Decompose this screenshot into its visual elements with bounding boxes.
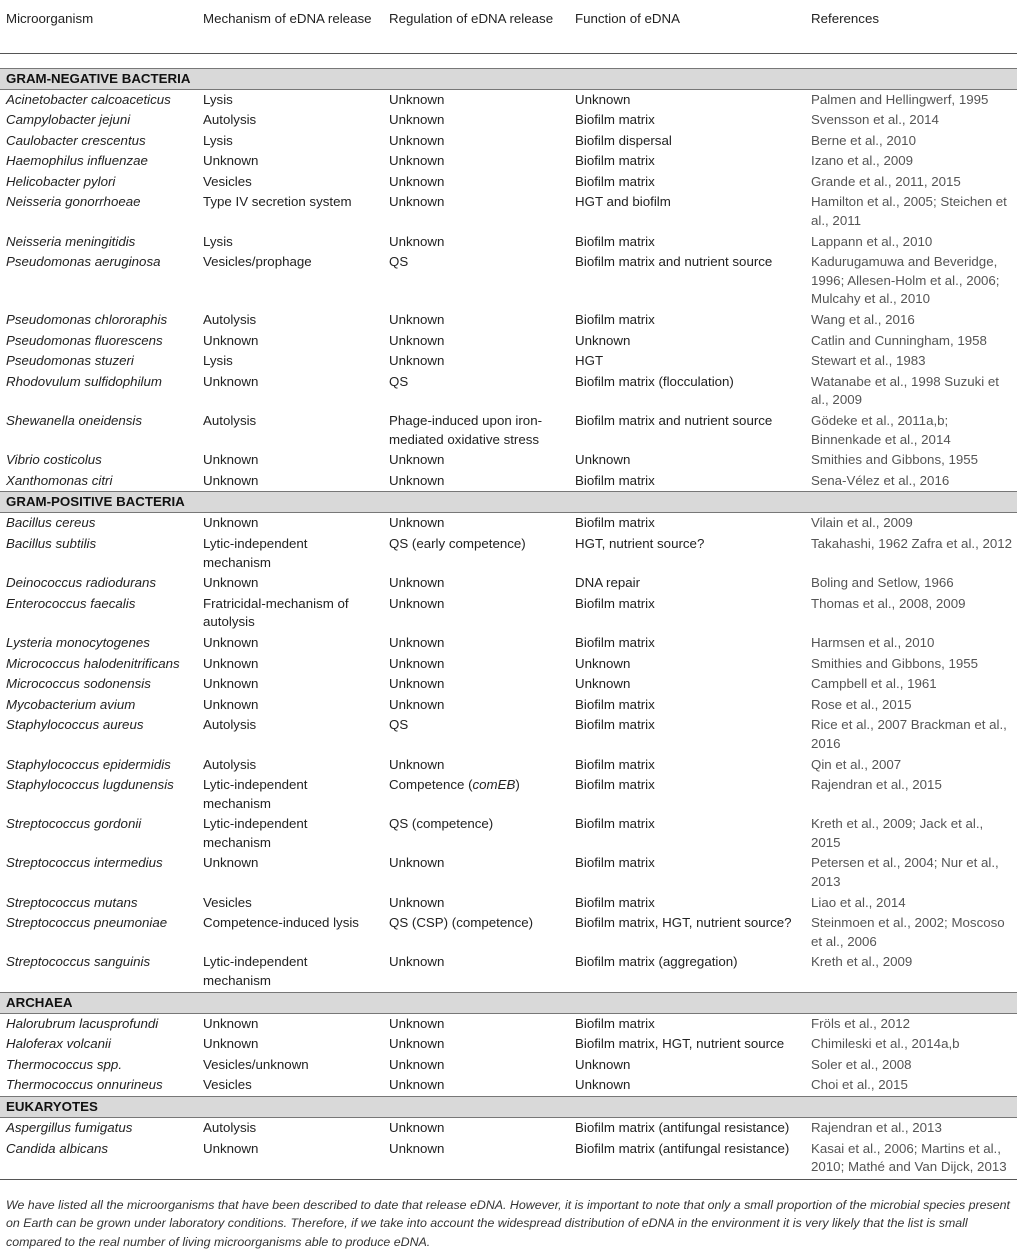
cell-mechanism: Unknown — [203, 332, 259, 348]
cell-microorganism: Pseudomonas fluorescens — [6, 332, 163, 348]
cell-function: Biofilm matrix and nutrient source — [575, 254, 773, 270]
cell-reference: Takahashi, 1962 Zafra et al., 2012 — [811, 535, 1013, 551]
cell-mechanism: Vesicles — [203, 1077, 252, 1093]
cell-mechanism: Autolysis — [203, 413, 257, 428]
table-row — [0, 913, 1017, 952]
cell-reference: Thomas et al., 2008, 2009 — [811, 595, 966, 611]
cell-reference: Catlin and Cunningham, 1958 — [811, 332, 987, 348]
cell-microorganism: Neisseria meningitidis — [6, 233, 136, 249]
cell-function: Biofilm dispersal — [575, 132, 672, 148]
header-references: References — [805, 0, 1017, 53]
cell-microorganism: Staphylococcus aureus — [6, 717, 144, 733]
cell-mechanism: Vesicles — [203, 894, 252, 910]
section-title: ARCHAEA — [0, 992, 1017, 1013]
cell-function: Biofilm matrix — [575, 634, 655, 650]
cell-function: Biofilm matrix — [575, 515, 655, 531]
cell-mechanism: Unknown — [203, 452, 259, 468]
cell-microorganism: Vibrio costicolus — [6, 452, 102, 468]
cell-microorganism: Pseudomonas aeruginosa — [6, 254, 161, 270]
cell-mechanism: Unknown — [203, 855, 259, 871]
cell-mechanism: Lysis — [203, 132, 233, 148]
cell-mechanism: Lytic-independent mechanism — [203, 816, 308, 850]
cell-reference: Watanabe et al., 1998 Suzuki et al., 2009 — [811, 373, 1000, 408]
cell-mechanism: Lytic-independent mechanism — [203, 535, 308, 570]
cell-function: Unknown — [575, 332, 631, 348]
cell-function: Biofilm matrix — [575, 312, 655, 328]
section-title: GRAM-POSITIVE BACTERIA — [0, 492, 1017, 513]
cell-microorganism: Streptococcus sanguinis — [6, 954, 151, 970]
cell-reference: Rice et al., 2007 Brackman et al., 2016 — [811, 717, 1007, 751]
cell-regulation: Unknown — [389, 595, 445, 611]
cell-regulation: Unknown — [389, 91, 445, 107]
cell-microorganism: Bacillus subtilis — [6, 535, 97, 551]
cell-function: Biofilm matrix — [575, 855, 655, 871]
cell-mechanism: Unknown — [203, 373, 259, 389]
cell-regulation: Unknown — [389, 452, 445, 468]
table-row — [0, 674, 1017, 695]
cell-reference: Kadurugamuwa and Beveridge, 1996; Allesen-Holm et al., 2006; Mulcahy et al., 2010 — [811, 254, 1000, 307]
cell-microorganism: Bacillus cereus — [6, 515, 96, 531]
cell-regulation: Unknown — [389, 173, 445, 189]
table-row — [0, 755, 1017, 776]
cell-microorganism: Halorubrum lacusprofundi — [6, 1015, 159, 1031]
table-row — [0, 471, 1017, 492]
header-function: Function of eDNA — [569, 0, 805, 53]
cell-reference: Boling and Setlow, 1966 — [811, 575, 954, 591]
table-row — [0, 695, 1017, 716]
cell-regulation: Unknown — [389, 233, 445, 249]
cell-mechanism: Unknown — [203, 1015, 259, 1031]
cell-microorganism: Haloferax volcanii — [6, 1036, 111, 1052]
cell-microorganism: Streptococcus intermedius — [6, 855, 163, 871]
cell-regulation: QS (early competence) — [389, 535, 526, 551]
table-row — [0, 1055, 1017, 1076]
table-row — [0, 513, 1017, 534]
table-row — [0, 252, 1017, 310]
cell-microorganism: Helicobacter pylori — [6, 173, 116, 189]
cell-mechanism: Autolysis — [203, 312, 257, 328]
cell-regulation: Unknown — [389, 112, 445, 128]
table-row — [0, 372, 1017, 411]
cell-reference: Liao et al., 2014 — [811, 894, 906, 910]
cell-microorganism: Pseudomonas stuzeri — [6, 353, 134, 369]
table-row — [0, 853, 1017, 892]
cell-reference: Petersen et al., 2004; Nur et al., 2013 — [811, 855, 999, 890]
cell-mechanism: Vesicles — [203, 173, 252, 189]
cell-reference: Choi et al., 2015 — [811, 1077, 908, 1093]
cell-function: Biofilm matrix — [575, 153, 655, 169]
cell-regulation: Unknown — [389, 132, 445, 148]
table-row — [0, 633, 1017, 654]
table-row — [0, 534, 1017, 573]
table-row — [0, 411, 1017, 450]
cell-mechanism: Lytic-independent mechanism — [203, 777, 308, 811]
cell-regulation: QS — [389, 717, 409, 733]
cell-reference: Svensson et al., 2014 — [811, 112, 939, 128]
cell-function: Unknown — [575, 1077, 631, 1093]
cell-regulation: Unknown — [389, 353, 445, 369]
table-row — [0, 1013, 1017, 1034]
cell-function: DNA repair — [575, 575, 641, 591]
cell-microorganism: Pseudomonas chlororaphis — [6, 312, 168, 328]
cell-reference: Chimileski et al., 2014a,b — [811, 1036, 960, 1052]
cell-microorganism: Candida albicans — [0, 1139, 197, 1180]
table-row — [0, 893, 1017, 914]
cell-mechanism: Lysis — [203, 353, 233, 369]
cell-microorganism: Micrococcus halodenitrificans — [6, 655, 180, 671]
cell-function: Unknown — [575, 452, 631, 468]
cell-reference: Soler et al., 2008 — [811, 1056, 912, 1072]
table-row — [0, 952, 1017, 992]
cell-reference: Harmsen et al., 2010 — [811, 634, 935, 650]
cell-reference: Lappann et al., 2010 — [811, 233, 933, 249]
table-row — [0, 172, 1017, 193]
cell-microorganism: Xanthomonas citri — [6, 472, 113, 488]
cell-regulation: QS — [389, 254, 409, 270]
cell-microorganism: Micrococcus sodonensis — [6, 676, 151, 692]
cell-mechanism: Lytic-independent mechanism — [203, 954, 308, 989]
cell-function: Unknown — [575, 655, 631, 671]
cell-reference: Gödeke et al., 2011a,b; Binnenkade et al., 2014 — [811, 413, 951, 447]
cell-mechanism: Unknown — [203, 472, 259, 488]
cell-mechanism: Type IV secretion system — [203, 194, 352, 210]
cell-mechanism: Unknown — [203, 515, 259, 531]
cell-reference: Rajendran et al., 2015 — [811, 777, 942, 793]
cell-regulation: QS (competence) — [389, 816, 494, 832]
cell-mechanism: Unknown — [203, 153, 259, 169]
cell-function: Biofilm matrix — [575, 233, 655, 249]
cell-mechanism: Unknown — [203, 634, 259, 650]
table-row — [0, 192, 1017, 231]
cell-microorganism: Caulobacter crescentus — [6, 132, 146, 148]
cell-microorganism: Streptococcus mutans — [6, 894, 138, 910]
cell-reference: Izano et al., 2009 — [811, 153, 914, 169]
header-regulation: Regulation of eDNA release — [383, 0, 569, 53]
table-row — [0, 1139, 1017, 1180]
cell-function: HGT and biofilm — [575, 194, 671, 210]
cell-function: HGT — [575, 353, 604, 369]
cell-regulation: Unknown — [389, 332, 445, 348]
cell-function: Biofilm matrix, HGT, nutrient source? — [575, 915, 792, 931]
table-row — [0, 654, 1017, 675]
cell-mechanism: Competence-induced lysis — [203, 915, 359, 931]
cell-reference: Kasai et al., 2006; Martins et al., 2010; Mathé and Van Dijck, 2013 — [805, 1139, 1017, 1180]
cell-microorganism: Staphylococcus epidermidis — [6, 756, 171, 772]
cell-mechanism: Unknown — [197, 1139, 383, 1180]
cell-microorganism: Enterococcus faecalis — [6, 595, 136, 611]
cell-regulation: Unknown — [389, 1077, 445, 1093]
cell-function: Biofilm matrix (aggregation) — [575, 954, 738, 970]
section-header-row — [0, 492, 1017, 513]
cell-regulation: Unknown — [389, 756, 445, 772]
cell-regulation: Competence (comEB) — [389, 777, 520, 793]
cell-regulation: Unknown — [389, 194, 445, 210]
table-header — [0, 0, 1017, 68]
cell-microorganism: Thermococcus onnurineus — [6, 1077, 163, 1093]
cell-regulation: Unknown — [389, 696, 445, 712]
cell-regulation: Unknown — [389, 1015, 445, 1031]
section-title: GRAM-NEGATIVE BACTERIA — [0, 68, 1017, 89]
table-row — [0, 450, 1017, 471]
cell-regulation: Unknown — [383, 1139, 569, 1180]
cell-microorganism: Thermococcus spp. — [6, 1056, 123, 1072]
cell-function: Unknown — [575, 91, 631, 107]
cell-function: Biofilm matrix and nutrient source — [575, 413, 773, 428]
cell-mechanism: Autolysis — [203, 112, 257, 128]
cell-regulation: Unknown — [389, 472, 445, 488]
cell-regulation: Unknown — [389, 655, 445, 671]
cell-microorganism: Haemophilus influenzae — [6, 153, 148, 169]
table-row — [0, 331, 1017, 352]
cell-function: Biofilm matrix — [575, 696, 655, 712]
header-microorganism: Microorganism — [0, 0, 197, 53]
table-row — [0, 775, 1017, 814]
cell-reference: Smithies and Gibbons, 1955 — [811, 452, 979, 468]
cell-reference: Campbell et al., 1961 — [811, 676, 937, 692]
cell-reference: Palmen and Hellingwerf, 1995 — [811, 91, 989, 107]
table-row — [0, 351, 1017, 372]
cell-mechanism: Vesicles/unknown — [203, 1056, 309, 1072]
cell-reference: Qin et al., 2007 — [811, 756, 902, 772]
cell-function: Unknown — [575, 676, 631, 692]
table-row — [0, 151, 1017, 172]
cell-regulation: Unknown — [389, 954, 445, 970]
cell-microorganism: Mycobacterium avium — [6, 696, 136, 712]
cell-reference: Rajendran et al., 2013 — [811, 1120, 942, 1135]
cell-reference: Sena-Vélez et al., 2016 — [811, 472, 950, 488]
cell-regulation: Unknown — [389, 1120, 445, 1135]
cell-microorganism: Neisseria gonorrhoeae — [6, 194, 141, 210]
cell-regulation: Unknown — [389, 153, 445, 169]
cell-regulation: Unknown — [389, 515, 445, 531]
cell-microorganism: Streptococcus pneumoniae — [6, 915, 168, 931]
table-row — [0, 110, 1017, 131]
cell-microorganism: Campylobacter jejuni — [6, 112, 131, 128]
section-header-row — [0, 992, 1017, 1013]
table-row — [0, 232, 1017, 253]
cell-function: Biofilm matrix — [575, 173, 655, 189]
table-row — [0, 715, 1017, 754]
cell-reference: Wang et al., 2016 — [811, 312, 915, 328]
cell-mechanism: Autolysis — [203, 1120, 257, 1135]
cell-regulation: Unknown — [389, 855, 445, 871]
cell-microorganism: Aspergillus fumigatus — [6, 1120, 133, 1135]
cell-microorganism: Streptococcus gordonii — [6, 816, 142, 832]
cell-microorganism: Deinococcus radiodurans — [6, 575, 157, 591]
cell-function: Biofilm matrix — [575, 112, 655, 128]
cell-microorganism: Shewanella oneidensis — [6, 413, 143, 428]
cell-function: Biofilm matrix — [575, 816, 655, 832]
cell-mechanism: Unknown — [203, 1036, 259, 1052]
cell-mechanism: Lysis — [203, 233, 233, 249]
cell-function: Biofilm matrix (flocculation) — [575, 373, 734, 389]
cell-reference: Hamilton et al., 2005; Steichen et al., 2011 — [811, 194, 1007, 229]
cell-function: HGT, nutrient source? — [575, 535, 705, 551]
cell-microorganism: Staphylococcus lugdunensis — [6, 777, 174, 793]
section-header-row — [0, 68, 1017, 89]
cell-mechanism: Fratricidal-mechanism of autolysis — [203, 595, 349, 630]
cell-regulation: Unknown — [389, 575, 445, 591]
table-row — [0, 131, 1017, 152]
cell-microorganism: Acinetobacter calcoaceticus — [6, 91, 171, 107]
cell-reference: Kreth et al., 2009; Jack et al., 2015 — [811, 816, 984, 850]
cell-function: Biofilm matrix — [575, 717, 655, 733]
table-row — [0, 594, 1017, 633]
cell-function: Unknown — [575, 1056, 631, 1072]
cell-reference: Grande et al., 2011, 2015 — [811, 173, 961, 189]
cell-regulation: Unknown — [389, 312, 445, 328]
cell-reference: Fröls et al., 2012 — [811, 1015, 911, 1031]
cell-mechanism: Autolysis — [203, 756, 257, 772]
table-row — [0, 89, 1017, 110]
cell-regulation: Unknown — [389, 676, 445, 692]
cell-microorganism: Lysteria monocytogenes — [6, 634, 150, 650]
table-row — [0, 310, 1017, 331]
cell-reference: Stewart et al., 1983 — [811, 353, 926, 369]
cell-reference: Rose et al., 2015 — [811, 696, 912, 712]
table-row — [0, 1118, 1017, 1139]
cell-reference: Berne et al., 2010 — [811, 132, 916, 148]
cell-regulation: Unknown — [389, 634, 445, 650]
table-row — [0, 1034, 1017, 1055]
cell-function: Biofilm matrix — [575, 777, 655, 793]
cell-function: Biofilm matrix — [575, 894, 655, 910]
section-header-row — [0, 1097, 1017, 1118]
cell-microorganism: Rhodovulum sulfidophilum — [6, 373, 162, 389]
cell-regulation: Unknown — [389, 894, 445, 910]
table-footnote: We have listed all the microorganisms that have been described to date that release eDNA. However, it is important to note that only a small proportion of the microbial species present on Earth can be grown under laboratory conditions. Therefore, if we take into account the widespread distribution of eDNA in the environment it is very likely that the list is small compared to the real number of living microorganisms able to produce eDNA. — [6, 1198, 1010, 1249]
cell-regulation: Unknown — [389, 1056, 445, 1072]
cell-reference: Steinmoen et al., 2002; Moscoso et al., 2006 — [811, 915, 1005, 949]
cell-function: Biofilm matrix — [575, 756, 655, 772]
cell-reference: Vilain et al., 2009 — [811, 515, 913, 531]
cell-mechanism: Unknown — [203, 655, 259, 671]
table-row — [0, 814, 1017, 853]
header-mechanism: Mechanism of eDNA release — [197, 0, 383, 53]
cell-regulation: QS — [389, 373, 409, 389]
cell-function: Biofilm matrix — [575, 595, 655, 611]
cell-function: Biofilm matrix — [575, 472, 655, 488]
section-title: EUKARYOTES — [0, 1097, 1017, 1118]
cell-mechanism: Lysis — [203, 91, 233, 107]
cell-mechanism: Autolysis — [203, 717, 257, 733]
cell-mechanism: Unknown — [203, 676, 259, 692]
cell-reference: Kreth et al., 2009 — [811, 954, 913, 970]
cell-function: Biofilm matrix — [575, 1015, 655, 1031]
cell-regulation: Phage-induced upon iron-mediated oxidative stress — [389, 413, 543, 447]
cell-function: Biofilm matrix, HGT, nutrient source — [575, 1036, 785, 1052]
cell-regulation: QS (CSP) (competence) — [389, 915, 534, 931]
cell-mechanism: Unknown — [203, 575, 259, 591]
table-row — [0, 1075, 1017, 1096]
cell-function: Biofilm matrix (antifungal resistance) — [569, 1139, 805, 1180]
cell-regulation: Unknown — [389, 1036, 445, 1052]
cell-mechanism: Vesicles/prophage — [203, 254, 312, 270]
cell-function: Biofilm matrix (antifungal resistance) — [575, 1120, 790, 1135]
cell-mechanism: Unknown — [203, 696, 259, 712]
table-row — [0, 573, 1017, 594]
cell-reference: Smithies and Gibbons, 1955 — [811, 655, 979, 671]
table-body — [0, 68, 1017, 1179]
